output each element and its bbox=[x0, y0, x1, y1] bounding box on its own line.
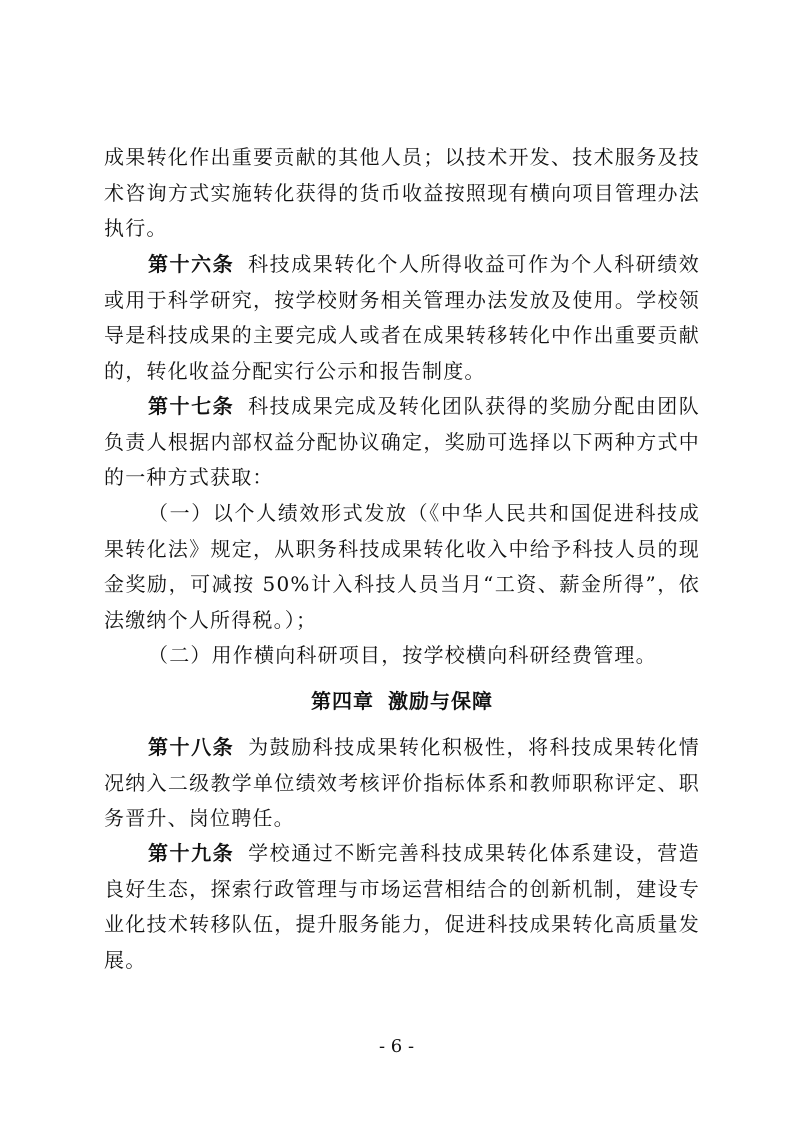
chapter-title: 激励与保障 bbox=[388, 689, 493, 713]
article-17 bbox=[104, 389, 700, 496]
paragraph-continuation: 成果转化作出重要贡献的其他人员；以技术开发、技术服务及技术咨询方式实施转化获得的货币收益按照现有横向项目管理办法执行。 bbox=[104, 145, 700, 240]
article-heading: 第十七条 bbox=[148, 394, 235, 418]
chapter-number: 第四章 bbox=[311, 689, 374, 713]
article-text: 为鼓励科技成果转化积极性，将科技成果转化情况纳入二级教学单位绩效考核评价指标体系和教师职称评定、职务晋升、岗位聘任。 bbox=[104, 735, 700, 830]
article-text: 学校通过不断完善科技成果转化体系建设，营造良好生态，探索行政管理与市场运营相结合的创新机制，建设专业化技术转移队伍，提升服务能力，促进科技成果转化高质量发展。 bbox=[104, 841, 700, 972]
list-item-1: （一）以个人绩效形式发放（《中华人民共和国促进科技成果转化法》规定，从职务科技成果转化收入中给予科技人员的现金奖励，可减按 50%计入科技人员当月“工资、薪金所得”，依法缴纳个人所得税。）； bbox=[104, 501, 700, 632]
chapter-heading bbox=[104, 685, 700, 714]
list-item-2: （二）用作横向科研项目，按学校横向科研经费管理。 bbox=[148, 643, 657, 667]
article-16 bbox=[104, 247, 700, 389]
article-heading: 第十六条 bbox=[148, 252, 235, 276]
article-19 bbox=[104, 836, 700, 978]
article-heading: 第十九条 bbox=[148, 841, 235, 865]
article-heading: 第十八条 bbox=[148, 735, 235, 759]
page-number: - 6 - bbox=[378, 1036, 415, 1057]
article-18 bbox=[104, 730, 700, 837]
article-text: 科技成果完成及转化团队获得的奖励分配由团队负责人根据内部权益分配协议确定，奖励可选择以下两种方式中的一种方式获取： bbox=[104, 394, 700, 489]
article-text: 科技成果转化个人所得收益可作为个人科研绩效或用于科学研究，按学校财务相关管理办法发放及使用。学校领导是科技成果的主要完成人或者在成果转移转化中作出重要贡献的，转化收益分配实行公示和报告制度。 bbox=[104, 252, 700, 383]
